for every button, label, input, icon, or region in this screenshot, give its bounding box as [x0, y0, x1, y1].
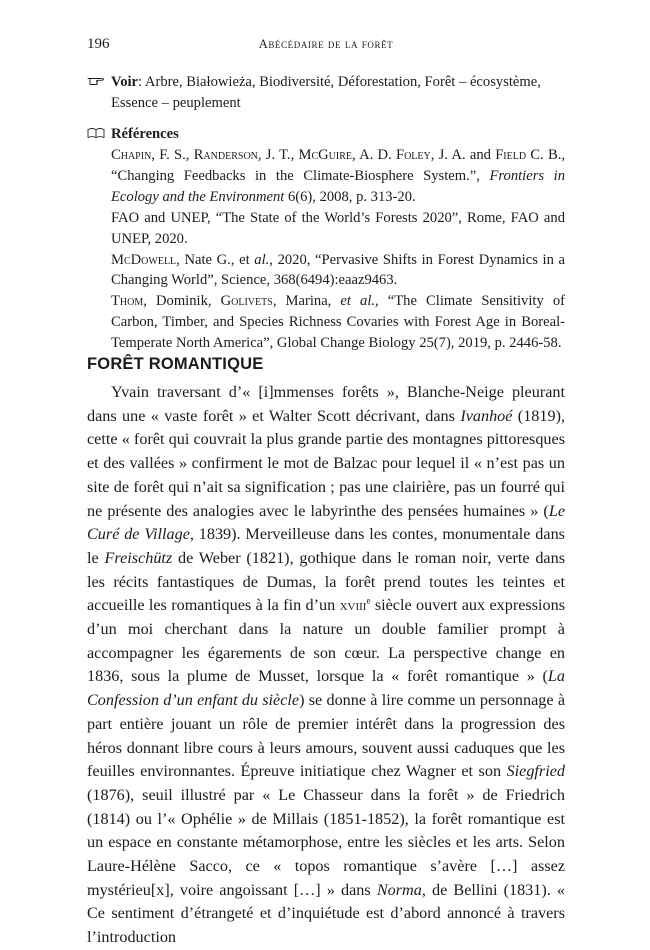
- ref-text: , A. D.: [352, 147, 396, 163]
- ref-text: , “The Climate Sensitivity of Carbon, Timber, and Species Richness Covaries with Forest Age in Boreal-Temperate North America”, Global Change Biology 25(7), 2019, p. 2446-58.: [111, 293, 565, 352]
- body-italic: Freischütz: [104, 548, 173, 567]
- ref-journal: Frontiers in Ecology and the Environment: [111, 167, 565, 205]
- see-also-items: : Arbre, Białowieża, Biodiversité, Déforestation, Forêt – écosystème, Essence – peuplement: [111, 74, 541, 111]
- body-text: ) se donne à lire comme un personnage à part entière jouant un rôle de premier intérêt dans la progression des héros donnant libre cours à leurs amours, souvent aussi caduques que les feuilles environnantes. Épreuve initiatique chez Wagner et son: [87, 691, 565, 781]
- references-list: [111, 145, 565, 354]
- century-numeral: xviii: [339, 596, 367, 615]
- body-text: (1876), seuil illustré par « Le Chasseur dans la forêt » de Friedrich (1814) ou l’« Ophélie » de Millais (1851-1852), la forêt romantique est un espace en constante métamorphose, entre les siècles et les arts. Selon Laure-Hélène Sacco, ce « topos romantique s’avère […] assez mystérieu[x], voire angoissant […] » dans: [87, 785, 565, 899]
- reference-item: [111, 291, 565, 354]
- body-text: de Weber (1821), gothique dans le roman noir, verte dans les récits fantastiques de Dumas, la forêt prend toutes les teintes et accueille les romantiques à la fin d’un: [87, 548, 565, 615]
- body-italic: Le Curé de Village: [87, 501, 565, 544]
- reference-item: [111, 208, 565, 250]
- body-text: , de Bellini (1831). « Ce sentiment d’étrangeté et d’inquiétude est d’abord annoncé à travers l’introduction: [87, 880, 566, 947]
- ref-text: FAO and UNEP, “The State of the World’s Forests 2020”, Rome, FAO and UNEP, 2020.: [111, 209, 565, 247]
- ref-author: Thom: [111, 293, 144, 310]
- page-number: 196: [87, 36, 110, 52]
- body-italic: Ivanhoé: [460, 406, 513, 425]
- section-title: FORÊT ROMANTIQUE: [87, 355, 264, 373]
- reference-item: [111, 250, 565, 292]
- body-text: , 1839). Merveilleuse dans les contes, monumentale dans le: [87, 525, 565, 567]
- ref-text: , 2020, “Pervasive Shifts in Forest Dynamics in a Changing World”, Science, 368(6494):eaaz9463.: [111, 251, 565, 289]
- see-also-label: Voir: [111, 74, 139, 90]
- ref-text: , Nate G., et: [176, 251, 255, 268]
- ref-author: Randerson: [193, 147, 258, 163]
- ref-text: 6(6), 2008, p. 313-20.: [284, 188, 416, 205]
- century-suffix: e: [366, 595, 371, 606]
- references-title: Références: [111, 126, 179, 142]
- body-italic: Norma: [376, 880, 422, 899]
- see-also-text: [111, 72, 565, 114]
- open-book-icon: [87, 127, 105, 139]
- ref-text: , J. T.,: [257, 147, 299, 163]
- ref-author: McGuire: [298, 147, 352, 163]
- ref-text: , Dominik,: [143, 293, 221, 310]
- body-paragraph: [87, 381, 565, 950]
- body-text: Yvain traversant d’« [i]mmenses forêts », Blanche-Neige pleurant dans une « vaste forêt » et Walter Scott décrivant, dans: [87, 383, 565, 425]
- running-head: Abécédaire de la forêt: [258, 37, 394, 51]
- ref-text: , J. A. and: [430, 147, 496, 163]
- ref-author: Chapin: [111, 147, 152, 163]
- body-italic: Siegfried: [506, 762, 565, 781]
- ref-text: C. B., “Changing Feedbacks in the Climate-Biosphere System.”,: [111, 147, 565, 184]
- ref-etal: al.: [254, 251, 270, 268]
- references-block: [87, 124, 565, 354]
- ref-text: , F. S.,: [151, 147, 194, 163]
- ref-etal: et al.: [340, 293, 376, 310]
- ref-author: Foley: [395, 147, 431, 163]
- see-also-block: [87, 72, 565, 114]
- ref-author: McDowell: [111, 251, 177, 268]
- ref-author: Golivets: [220, 293, 273, 310]
- pointing-hand-icon: [87, 74, 105, 86]
- page-header: [87, 36, 565, 58]
- body-text: (1819), cette « forêt qui couvrait la plus grande partie des montagnes pittoresques et des vallées » confirment le mot de Balzac pour lequel il « n’est pas un site de forêt qui n’ait sa signification ; pas une clairière, pas un fourré qui ne présente des analogies avec le labyrinthe des pensées humaines » (: [87, 406, 566, 520]
- ref-author: Field: [495, 147, 527, 163]
- body-italic: La Confession d’un enfant du siècle: [87, 667, 565, 710]
- reference-item: [111, 145, 565, 208]
- body-text: siècle ouvert aux expressions d’un moi cherchant dans la nature un double familier prompt à accompagner les égarements de son cœur. La perspective change en 1836, sous la plume de Musset, lorsque la « forêt romantique » (: [87, 596, 565, 686]
- ref-text: , Marina,: [272, 293, 341, 310]
